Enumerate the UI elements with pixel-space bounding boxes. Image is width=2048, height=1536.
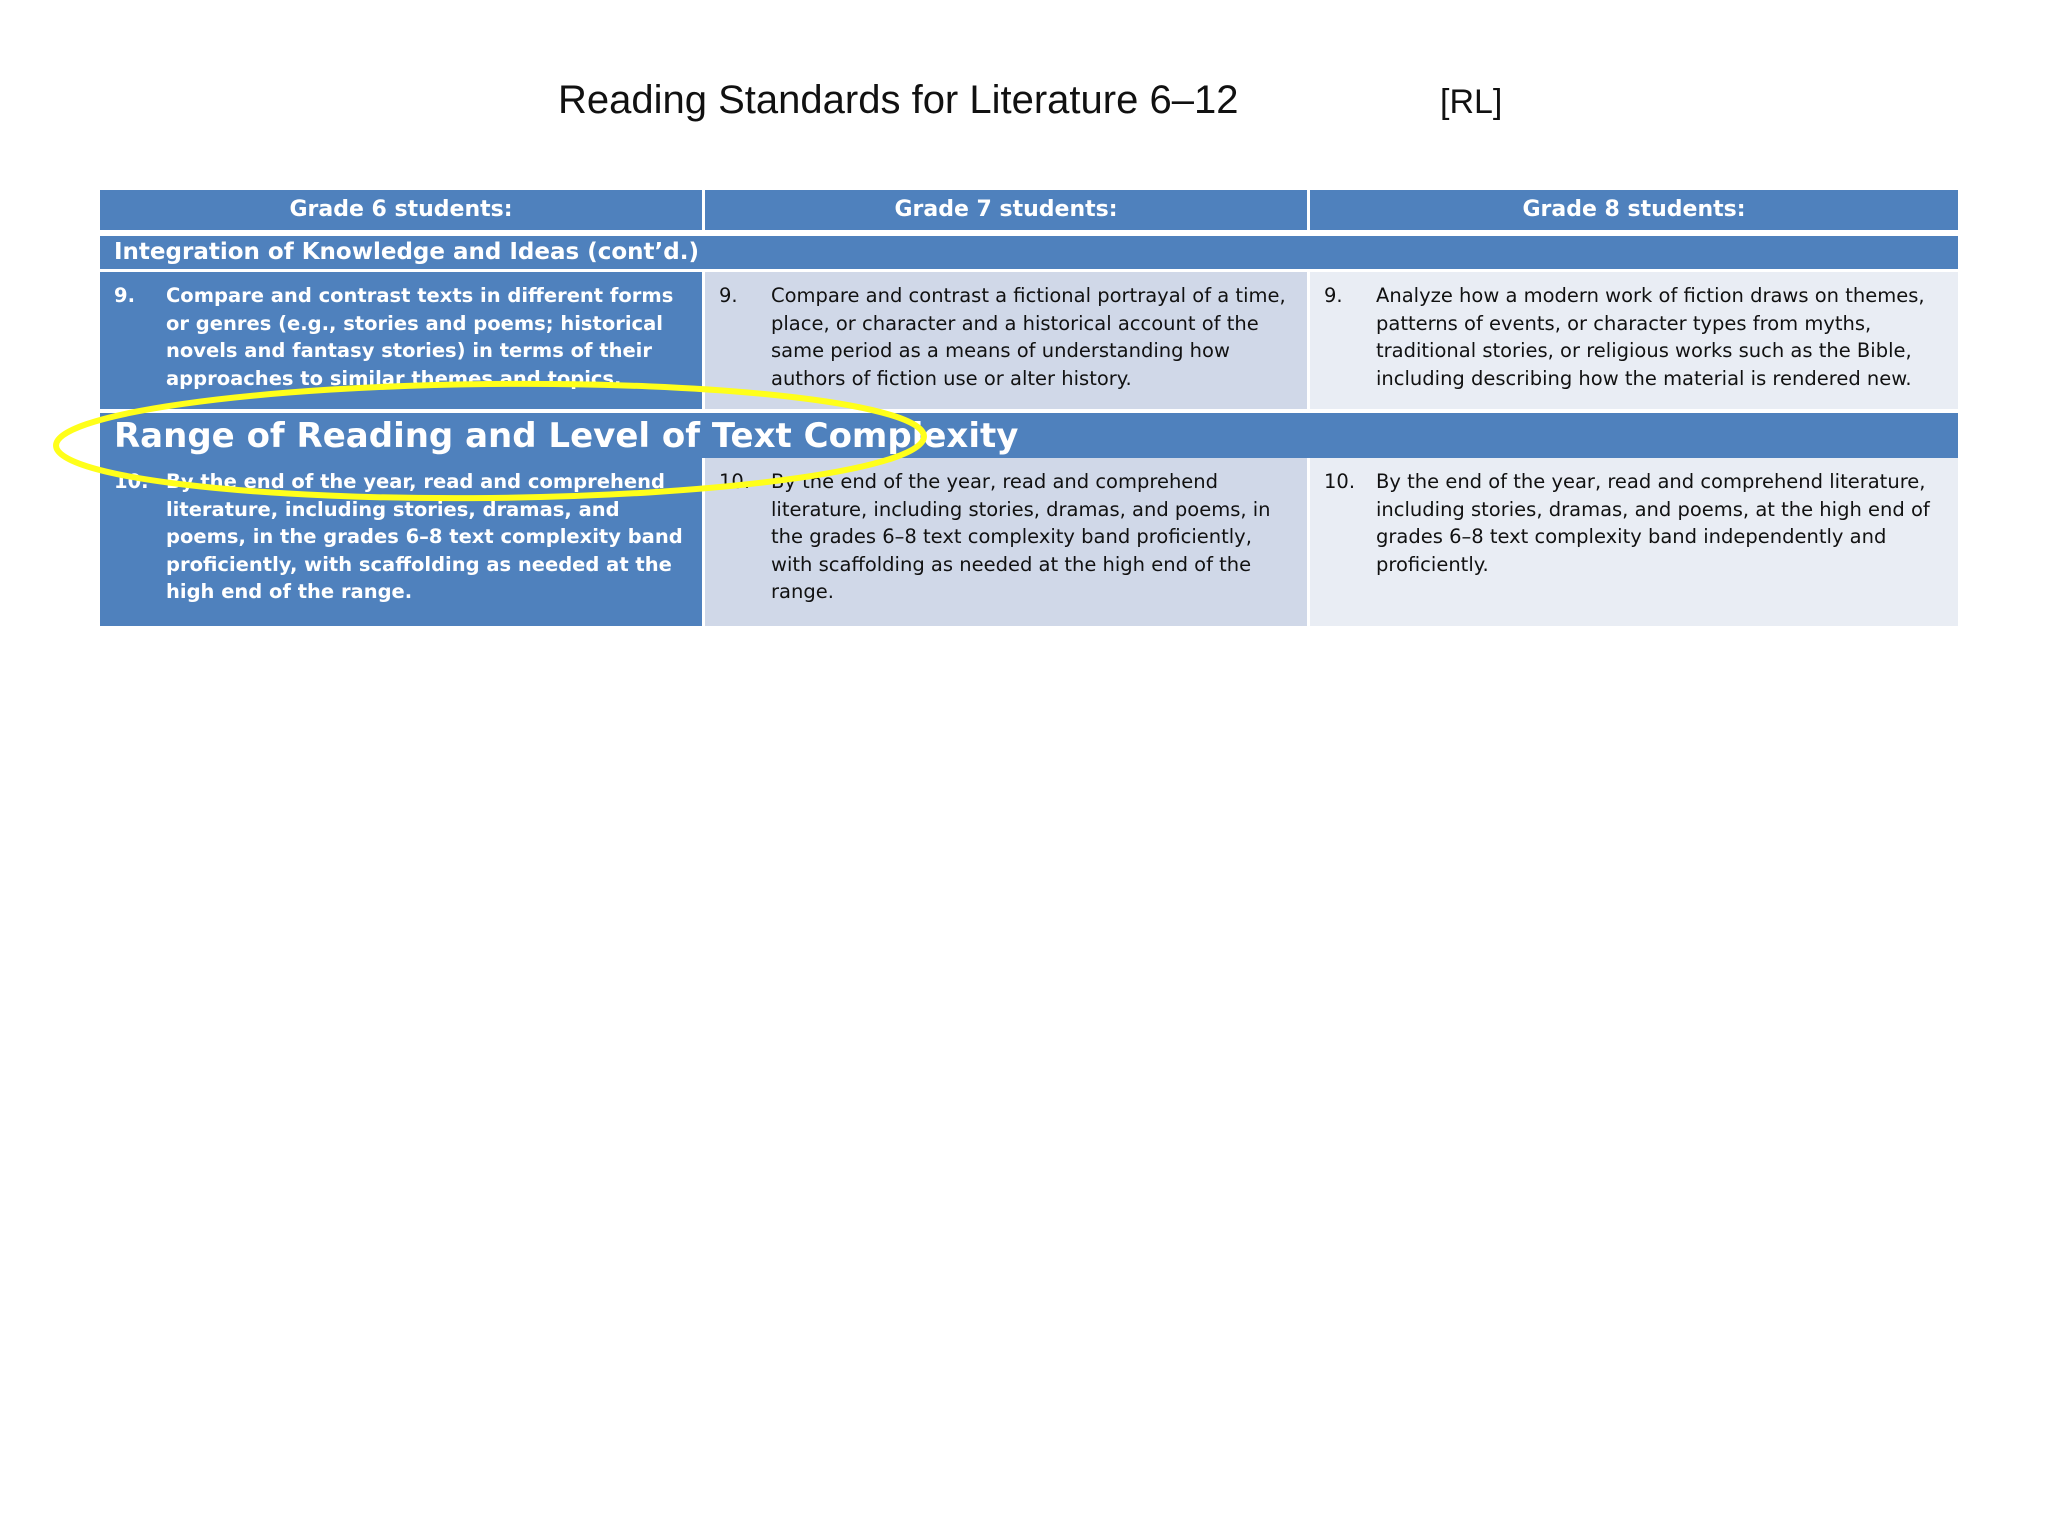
- grade-6-standard-10: [100, 458, 705, 626]
- standard-text: Compare and contrast texts in different forms or genres (e.g., stories and poems; historical novels and fantasy stories) in terms of their approaches to similar themes and topics.: [166, 284, 674, 390]
- header-grade-8: Grade 8 students:: [1310, 190, 1958, 230]
- standard-text: By the end of the year, read and comprehend literature, including stories, dramas, and poems, in the grades 6–8 text complexity band proficiently, with scaffolding as needed at the high end of the range.: [166, 470, 683, 603]
- standard-text: Compare and contrast a fictional portrayal of a time, place, or character and a historical account of the same period as a means of understanding how authors of fiction use or alter history.: [771, 284, 1286, 390]
- standard-number: 10.: [719, 470, 751, 493]
- grade-8-standard-10: [1310, 458, 1958, 626]
- standard-text: Analyze how a modern work of fiction draws on themes, patterns of events, or character types from myths, traditional stories, or religious works such as the Bible, including describing how the material is rendered new.: [1376, 284, 1925, 390]
- standard-number: 9.: [114, 284, 135, 307]
- section-heading-integration: Integration of Knowledge and Ideas (cont’d.): [100, 236, 1958, 269]
- section-heading-range-of-reading: Range of Reading and Level of Text Complexity: [100, 413, 1958, 458]
- standard-number: 10.: [114, 470, 149, 493]
- standard-number: 10.: [1324, 470, 1356, 493]
- header-grade-6: Grade 6 students:: [100, 190, 705, 230]
- standards-table: [100, 190, 1958, 626]
- standard-code: [RL]: [1440, 83, 1503, 121]
- page-title: Reading Standards for Literature 6–12: [558, 78, 1239, 122]
- grade-6-standard-9: [100, 272, 705, 409]
- table-header-row: [100, 190, 1958, 230]
- standard-number: 9.: [719, 284, 738, 307]
- standard-text: By the end of the year, read and comprehend literature, including stories, dramas, and poems, at the high end of grades 6–8 text complexity band independently and proficiently.: [1376, 470, 1930, 576]
- header-grade-7: Grade 7 students:: [705, 190, 1310, 230]
- standard-number: 9.: [1324, 284, 1343, 307]
- grade-7-standard-9: [705, 272, 1310, 409]
- grade-8-standard-9: [1310, 272, 1958, 409]
- table-row: [100, 458, 1958, 626]
- grade-7-standard-10: [705, 458, 1310, 626]
- table-row: [100, 269, 1958, 409]
- standard-text: By the end of the year, read and comprehend literature, including stories, dramas, and poems, in the grades 6–8 text complexity band proficiently, with scaffolding as needed at the high end of the range.: [771, 470, 1271, 603]
